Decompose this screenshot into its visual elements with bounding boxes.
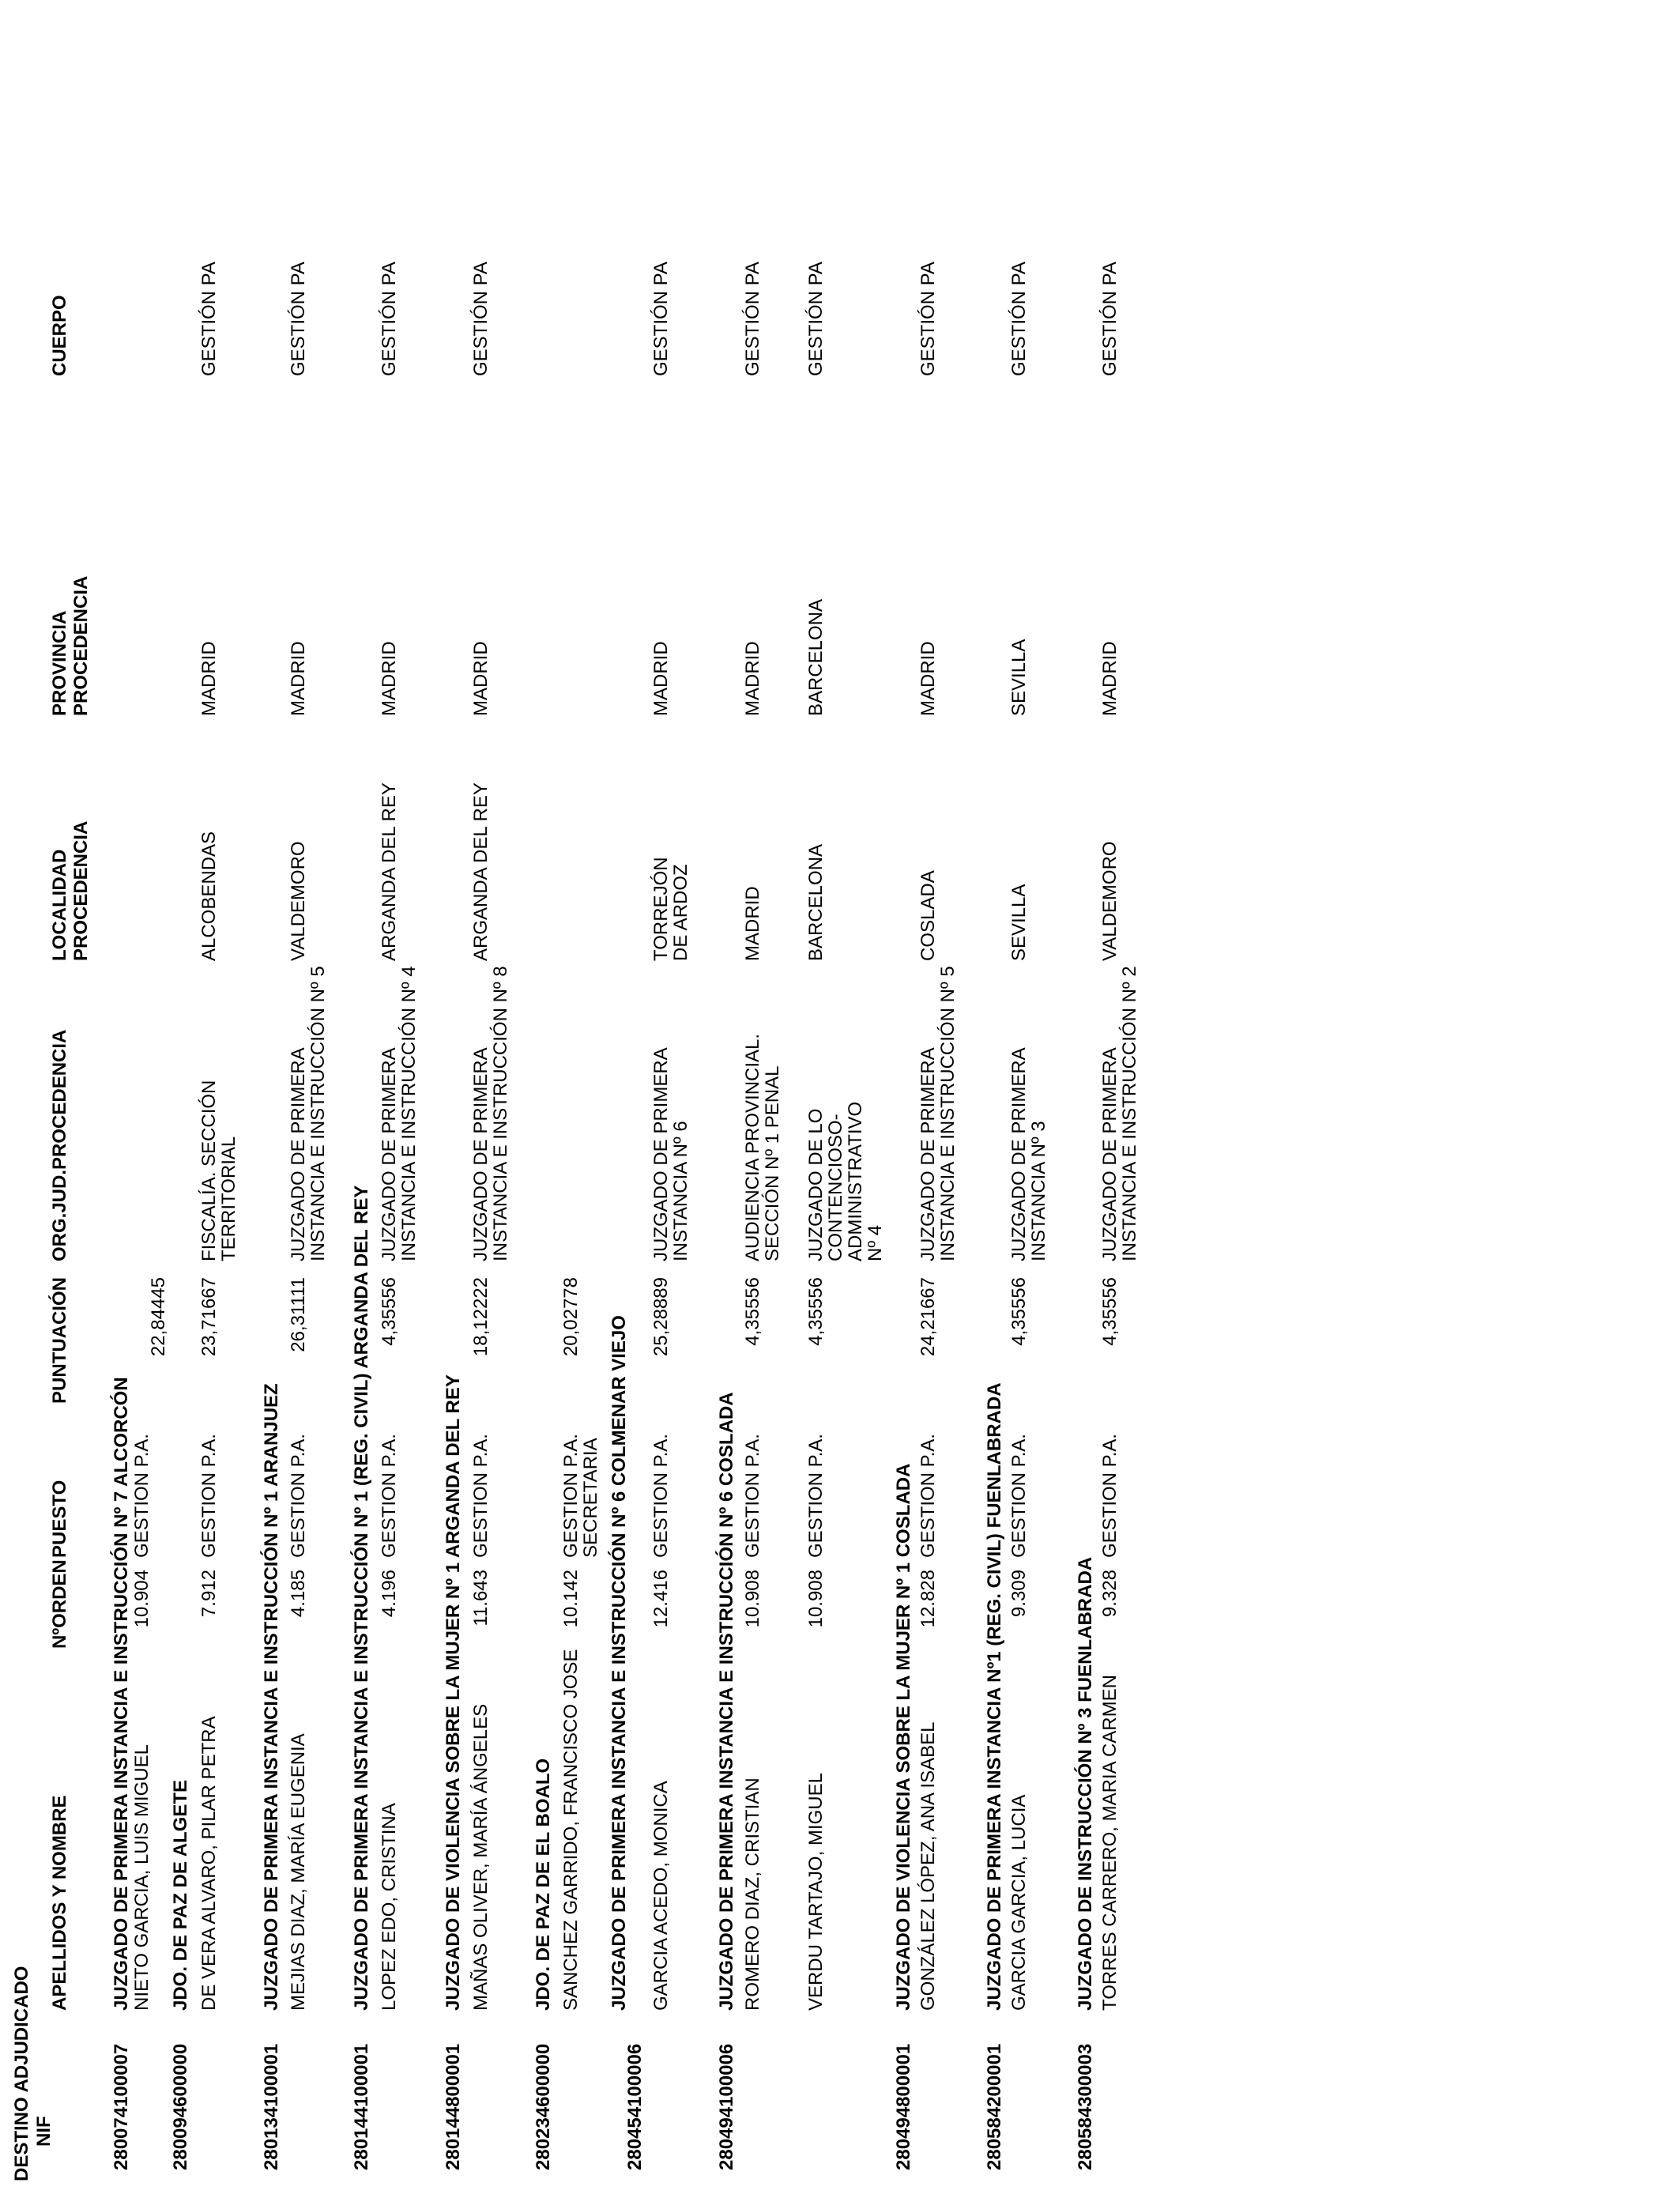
row-provincia: BARCELONA (805, 598, 827, 716)
row-puntuacion: 25,28889 (650, 1277, 672, 1357)
header-org-jud: ORG.JUD.PROCEDENCIA (49, 1029, 70, 1261)
destino-code: 280454100006 (624, 2043, 646, 2170)
row-provincia: MADRID (1099, 641, 1121, 716)
row-orden: 4.185 (288, 1570, 309, 1618)
row-cuerpo: GESTIÓN PA (1099, 262, 1121, 376)
row-provincia: MADRID (917, 641, 939, 716)
row-name: GONZÁLEZ LÓPEZ, ANA ISABEL (917, 1721, 939, 2011)
header-puntuacion: PUNTUACIÓN (49, 1277, 70, 1404)
row-puesto: GESTION P.A. (742, 1434, 763, 1558)
row-cuerpo: GESTIÓN PA (805, 262, 827, 376)
row-puntuacion: 4,35556 (805, 1277, 827, 1346)
row-provincia: MADRID (650, 641, 672, 716)
row-cuerpo: GESTIÓN PA (288, 262, 309, 376)
row-cuerpo: GESTIÓN PA (379, 262, 400, 376)
row-orden: 10.142 (560, 1570, 582, 1628)
row-localidad: COSLADA (917, 870, 939, 961)
row-name: ROMERO DIAZ, CRISTIAN (742, 1777, 763, 2011)
row-org-jud: JUZGADO DE PRIMERA INSTANCIA Nº 6 (650, 1048, 691, 1261)
row-cuerpo: GESTIÓN PA (198, 262, 220, 376)
destino-name: JUZGADO DE PRIMERA INSTANCIA E INSTRUCCIÓN Nº 1 (REG. CIVIL) ARGANDA DEL REY (351, 1185, 372, 2011)
row-orden: 11.643 (470, 1570, 492, 1627)
row-puesto: GESTION P.A. (470, 1434, 492, 1558)
row-provincia: MADRID (198, 641, 220, 716)
header-destino-adjudicado: DESTINO ADJUDICADO (11, 1966, 32, 2181)
destino-name: JUZGADO DE VIOLENCIA SOBRE LA MUJER Nº 1 COSLADA (893, 1463, 914, 2011)
row-puntuacion: 23,71667 (198, 1277, 220, 1357)
row-provincia: MADRID (742, 641, 763, 716)
row-puesto: GESTION P.A. (288, 1434, 309, 1558)
row-puesto: GESTION P.A. (917, 1434, 939, 1558)
row-puntuacion: 4,35556 (742, 1277, 763, 1346)
row-orden: 4.196 (379, 1570, 400, 1618)
destino-name: JUZGADO DE PRIMERA INSTANCIA E INSTRUCCIÓN Nº 7 ALCORCÓN (111, 1377, 132, 2011)
destino-name: JUZGADO DE PRIMERA INSTANCIA E INSTRUCCIÓN Nº 6 COSLADA (716, 1392, 737, 2011)
row-puntuacion: 22,84445 (148, 1277, 169, 1357)
header-apellidos-nombre: APELLIDOS Y NOMBRE (49, 1795, 70, 2011)
row-localidad: SEVILLA (1008, 884, 1030, 961)
destino-name: JUZGADO DE PRIMERA INSTANCIA E INSTRUCCIÓN Nº 6 COLMENAR VIEJO (608, 1315, 630, 2011)
destino-name: JUZGADO DE VIOLENCIA SOBRE LA MUJER Nº 1 ARGANDA DEL REY (443, 1374, 464, 2011)
destino-code: 280234600000 (533, 2043, 554, 2170)
row-org-jud: JUZGADO DE PRIMERA INSTANCIA E INSTRUCCIÓN Nº 2 (1099, 966, 1140, 1261)
header-localidad: LOCALIDAD PROCEDENCIA (49, 820, 92, 961)
row-puesto: GESTION P.A. (650, 1434, 672, 1558)
row-puesto: GESTION P.A. (1099, 1434, 1121, 1558)
destino-code: 280494800001 (893, 2043, 914, 2170)
destino-name: JUZGADO DE PRIMERA INSTANCIA Nº1 (REG. CIVIL) FUENLABRADA (984, 1382, 1005, 2011)
row-puntuacion: 4,35556 (379, 1277, 400, 1346)
row-provincia: MADRID (470, 641, 492, 716)
destino-code: 280074100007 (111, 2043, 132, 2170)
row-cuerpo: GESTIÓN PA (917, 262, 939, 376)
row-localidad: MADRID (742, 886, 763, 961)
row-provincia: SEVILLA (1008, 639, 1030, 716)
row-orden: 10.908 (805, 1570, 827, 1628)
header-provincia: PROVINCIA PROCEDENCIA (49, 575, 92, 716)
row-localidad: VALDEMORO (288, 841, 309, 961)
row-org-jud: JUZGADO DE PRIMERA INSTANCIA Nº 3 (1008, 1048, 1049, 1261)
destino-code: 280144800001 (443, 2043, 464, 2170)
row-org-jud: JUZGADO DE LO CONTENCIOSO-ADMINISTRATIVO Nº 4 (805, 1101, 886, 1261)
row-provincia: MADRID (379, 641, 400, 716)
row-cuerpo: GESTIÓN PA (742, 262, 763, 376)
row-name: TORRES CARRERO, MARIA CARMEN (1099, 1675, 1121, 2011)
row-orden: 9.328 (1099, 1570, 1121, 1618)
row-puesto: GESTION P.A. SECRETARIA (560, 1434, 601, 1558)
row-name: MAÑAS OLIVER, MARÍA ÁNGELES (470, 1703, 492, 2011)
destino-code: 280494100006 (716, 2043, 737, 2170)
row-name: GARCIA ACEDO, MONICA (650, 1781, 672, 2011)
row-puesto: GESTION P.A. (1008, 1434, 1030, 1558)
row-name: GARCIA GARCIA, LUCIA (1008, 1794, 1030, 2011)
row-puesto: GESTION P.A. (379, 1434, 400, 1558)
row-org-jud: AUDIENCIA PROVINCIAL. SECCIÓN Nº 1 PENAL (742, 1033, 783, 1261)
destino-code: 280094600000 (170, 2043, 191, 2170)
destino-name: JUZGADO DE PRIMERA INSTANCIA E INSTRUCCIÓN Nº 1 ARANJUEZ (261, 1383, 282, 2011)
row-name: LOPEZ EDO, CRISTINA (379, 1803, 400, 2011)
destino-code: 280584200001 (984, 2043, 1005, 2170)
row-orden: 10.904 (131, 1570, 153, 1628)
row-org-jud: JUZGADO DE PRIMERA INSTANCIA E INSTRUCCIÓN Nº 8 (470, 966, 511, 1261)
row-puesto: GESTION P.A. (131, 1434, 153, 1558)
row-puntuacion: 20,02778 (560, 1277, 582, 1357)
row-org-jud: JUZGADO DE PRIMERA INSTANCIA E INSTRUCCIÓN Nº 5 (288, 966, 329, 1261)
row-cuerpo: GESTIÓN PA (470, 262, 492, 376)
row-orden: 7.912 (198, 1570, 220, 1618)
destino-code: 280134100001 (261, 2043, 282, 2170)
row-localidad: TORREJÓN DE ARDOZ (650, 857, 691, 961)
row-localidad: BARCELONA (805, 843, 827, 961)
row-puntuacion: 24,21667 (917, 1277, 939, 1357)
header-norden: NºORDEN (49, 1559, 70, 1649)
row-puntuacion: 4,35556 (1099, 1277, 1121, 1346)
destino-name: JDO. DE PAZ DE EL BOALO (533, 1758, 554, 2011)
row-orden: 12.416 (650, 1570, 672, 1628)
row-name: NIETO GARCIA, LUIS MIGUEL (131, 1744, 153, 2011)
row-name: DE VERA ALVARO, PILAR PETRA (198, 1716, 220, 2011)
row-provincia: MADRID (288, 641, 309, 716)
row-org-jud: JUZGADO DE PRIMERA INSTANCIA E INSTRUCCIÓN Nº 5 (917, 966, 959, 1261)
row-org-jud: JUZGADO DE PRIMERA INSTANCIA E INSTRUCCIÓN Nº 4 (379, 966, 420, 1261)
row-name: VERDU TARTAJO, MIGUEL (805, 1773, 827, 2011)
row-orden: 10.908 (742, 1570, 763, 1628)
row-puntuacion: 18,12222 (470, 1277, 492, 1357)
header-puesto: PUESTO (49, 1480, 70, 1558)
header-cuerpo: CUERPO (49, 295, 70, 376)
row-name: MEJIAS DIAZ, MARÍA EUGENIA (288, 1733, 309, 2011)
row-puntuacion: 26,31111 (288, 1277, 309, 1352)
row-cuerpo: GESTIÓN PA (650, 262, 672, 376)
row-puesto: GESTION P.A. (198, 1434, 220, 1558)
row-localidad: ALCOBENDAS (198, 831, 220, 961)
row-orden: 9.309 (1008, 1570, 1030, 1618)
row-localidad: ARGANDA DEL REY (470, 782, 492, 961)
destino-code: 280144100001 (351, 2043, 372, 2170)
destino-name: JUZGADO DE INSTRUCCIÓN Nº 3 FUENLABRADA (1075, 1556, 1096, 2011)
row-cuerpo: GESTIÓN PA (1008, 262, 1030, 376)
row-localidad: VALDEMORO (1099, 841, 1121, 961)
row-org-jud: FISCALÍA. SECCIÓN TERRITORIAL (198, 1080, 239, 1261)
row-puesto: GESTION P.A. (805, 1434, 827, 1558)
row-localidad: ARGANDA DEL REY (379, 782, 400, 961)
row-orden: 12.828 (917, 1570, 939, 1628)
destino-code: 280584300003 (1075, 2043, 1096, 2170)
row-puntuacion: 4,35556 (1008, 1277, 1030, 1346)
header-nif: NIF (33, 2116, 55, 2147)
row-name: SANCHEZ GARRIDO, FRANCISCO JOSE (560, 1649, 582, 2011)
destino-name: JDO. DE PAZ DE ALGETE (170, 1779, 191, 2011)
